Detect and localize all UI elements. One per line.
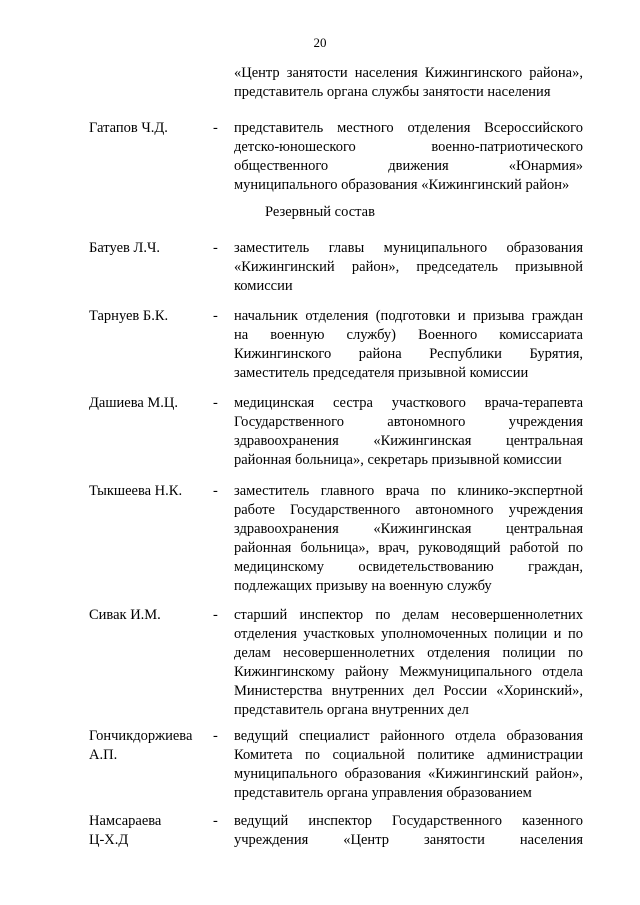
- member-role-line: заместитель главы муниципального образования: [234, 240, 583, 256]
- member-role-line: подлежащих призыву на военную службу: [234, 578, 492, 594]
- member-role-line: медицинская сестра участкового врача-терапевта: [234, 395, 583, 411]
- member-role-line: Кижингинскому району Межмуниципального отдела: [234, 664, 583, 680]
- member-role-line: районная больница», секретарь призывной комиссии: [234, 452, 562, 468]
- member-role-line: Государственного автономного учреждения: [234, 414, 583, 430]
- member-role-line: муниципального образования «Кижингинский район»: [234, 177, 570, 193]
- member-name: Гатапов Ч.Д.: [89, 120, 168, 136]
- member-name: Намсараева: [89, 813, 162, 829]
- member-role-line: заместитель главного врача по клинико-экспертной: [234, 483, 583, 499]
- member-role-line: ведущий инспектор Государственного казенного: [234, 813, 583, 829]
- dash-separator: -: [213, 483, 218, 499]
- dash-separator: -: [213, 813, 218, 829]
- member-role-line: Кижингинского района Республики Бурятия,: [234, 346, 583, 362]
- member-role-line: представитель органа управления образованием: [234, 785, 532, 801]
- member-role-line: старший инспектор по делам несовершеннолетних: [234, 607, 583, 623]
- member-role-line: здравоохранения «Кижингинская центральная: [234, 433, 583, 449]
- member-name: Дашиева М.Ц.: [89, 395, 179, 411]
- member-role-line: представитель органа внутренних дел: [234, 702, 469, 718]
- member-role-line: комиссии: [234, 278, 293, 294]
- member-role-line: работе Государственного автономного учреждения: [234, 502, 583, 518]
- member-role-line: «Кижингинский район», председатель призывной: [234, 259, 583, 275]
- member-name: А.П.: [89, 747, 118, 763]
- page-number: 20: [313, 35, 327, 50]
- member-role-line: представитель местного отделения Всероссийского: [234, 120, 583, 136]
- intro-line: «Центр занятости населения Кижингинского района»,: [234, 65, 583, 81]
- member-name: Тарнуев Б.К.: [89, 308, 169, 324]
- member-role-line: ведущий специалист районного отдела образования: [234, 728, 583, 744]
- dash-separator: -: [213, 120, 218, 136]
- member-role-line: Комитета по социальной политике администрации: [234, 747, 583, 763]
- member-role-line: медицинскому освидетельствованию граждан,: [234, 559, 583, 575]
- member-role-line: муниципального образования «Кижингинский район»,: [234, 766, 583, 782]
- dash-separator: -: [213, 728, 218, 744]
- member-role-line: Министерства внутренних дел России «Хоринский»,: [234, 683, 583, 699]
- member-name: Тыкшеева Н.К.: [89, 483, 183, 499]
- member-name: Ц-Х.Д: [89, 832, 129, 848]
- member-role-line: здравоохранения «Кижингинская центральная: [234, 521, 583, 537]
- dash-separator: -: [213, 240, 218, 256]
- member-role-line: общественного движения «Юнармия»: [234, 158, 583, 174]
- dash-separator: -: [213, 607, 218, 623]
- dash-separator: -: [213, 395, 218, 411]
- member-name: Сивак И.М.: [89, 607, 161, 623]
- member-role-line: учреждения «Центр занятости населения: [234, 832, 583, 848]
- member-role-line: отделения участковых уполномоченных полиции и по: [234, 626, 583, 642]
- member-role-line: заместитель председателя призывной комиссии: [234, 365, 529, 381]
- member-role-line: районная больница», врач, руководящий работой по: [234, 540, 583, 556]
- member-name: Батуев Л.Ч.: [89, 240, 161, 256]
- member-role-line: начальник отделения (подготовки и призыва граждан: [234, 308, 583, 324]
- member-name: Гончикдоржиева: [89, 728, 193, 744]
- dash-separator: -: [213, 308, 218, 324]
- member-role-line: делам несовершеннолетних отделения полиции по: [234, 645, 583, 661]
- member-role-line: на военную службу) Военного комиссариата: [234, 327, 583, 343]
- intro-line: представитель органа службы занятости населения: [234, 84, 551, 100]
- section-title: Резервный состав: [265, 204, 375, 220]
- member-role-line: детско-юношеского военно-патриотического: [234, 139, 583, 155]
